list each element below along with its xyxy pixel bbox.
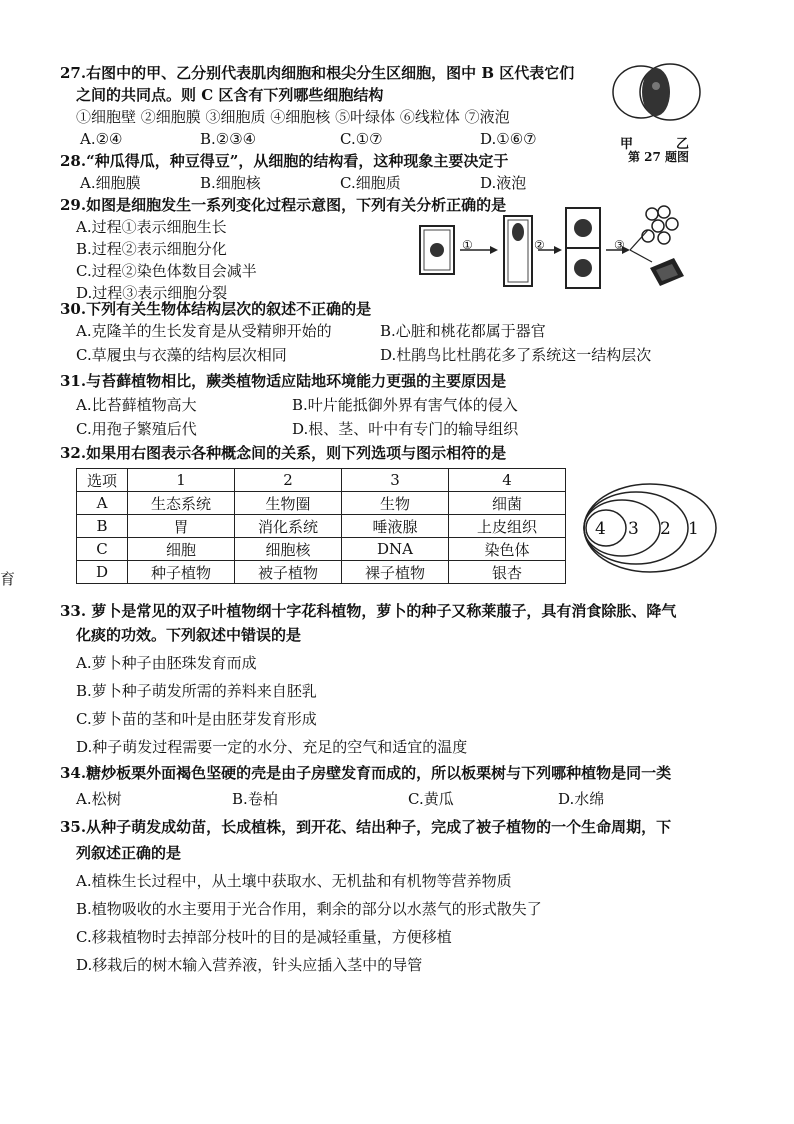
q27-option-a: A.②④ [80,130,123,148]
q33-stem-line2: 化痰的功效。下列叙述中错误的是 [76,626,302,644]
table-cell: 种子植物 [128,561,235,584]
q33-option-b: B.萝卜种子萌发所需的养料来自胚乳 [76,682,317,700]
q31-option-b: B.叶片能抵御外界有害气体的侵入 [292,396,518,414]
table-header-cell: 1 [128,469,235,492]
table-row [77,492,566,515]
q35-option-c: C.移栽植物时去掉部分枝叶的目的是减轻重量，方便移植 [76,928,452,946]
q32-diagram-label-4: 4 [595,519,606,539]
q27-figure-caption: 第 27 题图 [628,150,690,164]
table-cell: C [77,538,128,561]
q32-diagram-label-1: 1 [688,519,699,539]
q32-stem: 32.如果用右图表示各种概念间的关系，则下列选项与图示相符的是 [60,444,507,462]
margin-text: 育 [0,570,16,588]
table-cell: 细菌 [449,492,566,515]
q27-stem-line2: 之间的共同点。则 C 区含有下列哪些细胞结构 [76,86,384,104]
q33-option-a: A.萝卜种子由胚珠发育而成 [76,654,257,672]
q31-option-d: D.根、茎、叶中有专门的输导组织 [292,420,519,438]
q33-option-d: D.种子萌发过程需要一定的水分、充足的空气和适宜的温度 [76,738,468,756]
q29-option-d: D.过程③表示细胞分裂 [76,284,228,302]
table-header-cell: 2 [235,469,342,492]
table-cell: 裸子植物 [342,561,449,584]
q32-concept-table [76,468,566,584]
q31-option-c: C.用孢子繁殖后代 [76,420,197,438]
q34-option-c: C.黄瓜 [408,790,454,808]
table-cell: A [77,492,128,515]
table-cell: 染色体 [449,538,566,561]
q32-diagram-label-2: 2 [660,519,671,539]
q33-stem-line1: 33. 萝卜是常见的双子叶植物纲十字花科植物，萝卜的种子又称莱菔子，具有消食除胀、降气 [60,602,677,620]
table-header-row [77,469,566,492]
q28-option-c: C.细胞质 [340,174,401,192]
q29-step-3-label: ③ [614,238,625,252]
q34-option-a: A.松树 [76,790,122,808]
q35-option-d: D.移栽后的树木输入营养液，针头应插入茎中的导管 [76,956,423,974]
q28-option-a: A.细胞膜 [80,174,141,192]
q30-option-d: D.杜鹃鸟比杜鹃花多了系统这一结构层次 [380,346,652,364]
q28-option-b: B.细胞核 [200,174,261,192]
table-cell: D [77,561,128,584]
table-cell: B [77,515,128,538]
table-row [77,515,566,538]
q32-diagram-label-3: 3 [628,519,639,539]
q34-stem: 34.糖炒板栗外面褐色坚硬的壳是由子房壁发育而成的，所以板栗树与下列哪种植物是同一类 [60,764,672,782]
q31-stem: 31.与苔藓植物相比，蕨类植物适应陆地环境能力更强的主要原因是 [60,372,507,390]
table-cell: 生物圈 [235,492,342,515]
table-header-cell: 4 [449,469,566,492]
table-cell: 上皮组织 [449,515,566,538]
q28-option-d: D.液泡 [480,174,527,192]
q27-stem-line1: 27.右图中的甲、乙分别代表肌肉细胞和根尖分生区细胞，图中 B 区代表它们 [60,64,575,82]
q34-option-b: B.卷柏 [232,790,278,808]
q35-stem-line1: 35.从种子萌发成幼苗，长成植株，到开花、结出种子，完成了被子植物的一个生命周期，下 [60,818,672,836]
q29-cell-process-diagram [412,202,692,292]
q35-stem-line2: 列叙述正确的是 [76,844,182,862]
table-cell: 细胞 [128,538,235,561]
q27-label-yi: 乙 [676,137,690,152]
q35-option-b: B.植物吸收的水主要用于光合作用，剩余的部分以水蒸气的形式散失了 [76,900,542,918]
q30-stem: 30.下列有关生物体结构层次的叙述不正确的是 [60,300,372,318]
q27-option-c: C.①⑦ [340,130,383,148]
q34-option-d: D.水绵 [558,790,605,808]
table-cell: 胃 [128,515,235,538]
q29-option-c: C.过程②染色体数目会减半 [76,262,257,280]
q29-stem: 29.如图是细胞发生一系列变化过程示意图，下列有关分析正确的是 [60,196,507,214]
q27-items: ①细胞壁 ②细胞膜 ③细胞质 ④细胞核 ⑤叶绿体 ⑥线粒体 ⑦液泡 [76,108,510,126]
table-cell: 消化系统 [235,515,342,538]
table-cell: 生态系统 [128,492,235,515]
q28-stem: 28.“种瓜得瓜，种豆得豆”，从细胞的结构看，这种现象主要决定于 [60,152,509,170]
q29-option-b: B.过程②表示细胞分化 [76,240,227,258]
table-row [77,538,566,561]
q35-option-a: A.植株生长过程中，从土壤中获取水、无机盐和有机物等营养物质 [76,872,512,890]
q31-option-a: A.比苔藓植物高大 [76,396,197,414]
q27-option-d: D.①⑥⑦ [480,130,537,148]
q30-option-c: C.草履虫与衣藻的结构层次相同 [76,346,287,364]
table-cell: 被子植物 [235,561,342,584]
table-header-cell: 选项 [77,469,128,492]
q27-option-b: B.②③④ [200,130,257,148]
q33-option-c: C.萝卜苗的茎和叶是由胚芽发育形成 [76,710,317,728]
table-cell: 生物 [342,492,449,515]
table-row [77,561,566,584]
q30-option-a: A.克隆羊的生长发育是从受精卵开始的 [76,322,332,340]
q29-option-a: A.过程①表示细胞生长 [76,218,227,236]
table-cell: 银杏 [449,561,566,584]
q27-label-jia: 甲 [620,137,634,152]
q27-venn-diagram [606,58,716,133]
q30-option-b: B.心脏和桃花都属于器官 [380,322,546,340]
table-cell: 细胞核 [235,538,342,561]
q29-step-1-label: ① [462,238,473,252]
q29-step-2-label: ② [534,238,545,252]
table-cell: 唾液腺 [342,515,449,538]
table-cell: DNA [342,538,449,561]
table-header-cell: 3 [342,469,449,492]
